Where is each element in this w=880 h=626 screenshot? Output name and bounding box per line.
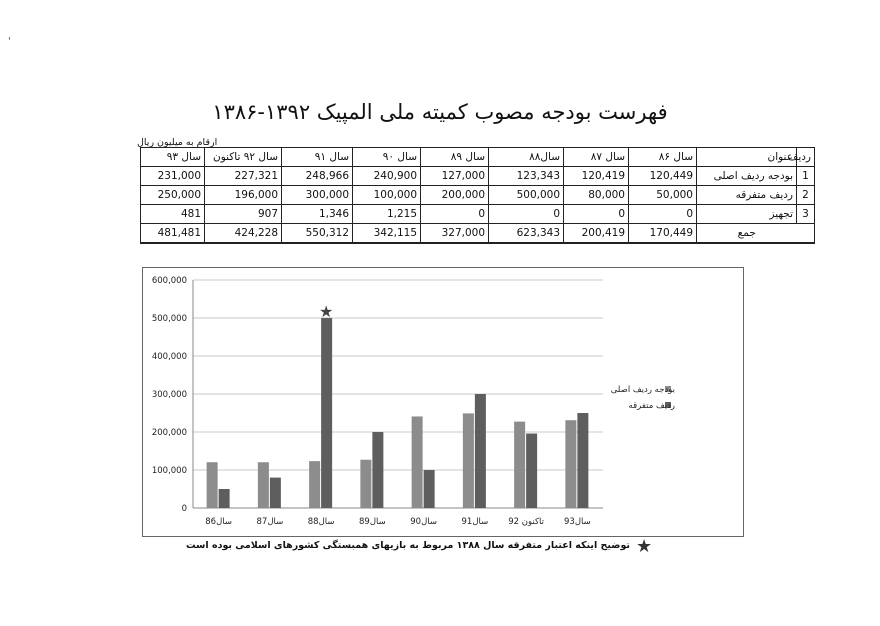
table-cell: 1,346 <box>282 205 353 224</box>
table-cell: 196,000 <box>205 186 282 205</box>
total-cell: 327,000 <box>421 224 489 244</box>
table-cell: 127,000 <box>421 167 489 186</box>
x-tick-label: 89سال <box>359 517 386 527</box>
table-cell: 907 <box>205 205 282 224</box>
table-cell: 80,000 <box>564 186 629 205</box>
bar-main <box>309 461 320 508</box>
table-cell: 100,000 <box>353 186 421 205</box>
bar-main <box>360 460 371 508</box>
row-idx: 3 <box>797 205 815 224</box>
legend-label: ردیف متفرقه <box>628 401 675 411</box>
table-cell: 0 <box>489 205 564 224</box>
total-cell: 481,481 <box>141 224 205 244</box>
header-year-88: سال۸۸ <box>489 148 564 167</box>
bar-misc <box>270 478 281 508</box>
budget-bar-chart <box>143 268 743 536</box>
bar-misc <box>475 394 486 508</box>
legend-label: بودجه ردیف اصلی <box>610 385 675 395</box>
table-header-row <box>141 148 815 167</box>
bar-main <box>258 462 269 508</box>
table-cell: 481 <box>141 205 205 224</box>
table-row <box>141 205 815 224</box>
header-year-89: سال ۸۹ <box>421 148 489 167</box>
x-tick-label: 92 تاکنون <box>508 517 544 527</box>
y-tick-label: 400,000 <box>151 352 187 362</box>
x-tick-label: 93سال <box>564 517 591 527</box>
table-cell: 0 <box>421 205 489 224</box>
row-idx: 1 <box>797 167 815 186</box>
table-cell: 120,419 <box>564 167 629 186</box>
total-blank <box>797 224 815 244</box>
header-idx: ردیف <box>797 148 815 167</box>
footnote-text: توضیح اینکه اعتبار متفرقه سال ۱۳۸۸ مربوط به بازیهای همبستگی کشورهای اسلامی بوده است <box>186 540 630 551</box>
y-tick-label: 300,000 <box>151 390 187 400</box>
table-cell: 200,000 <box>421 186 489 205</box>
table-cell: 0 <box>629 205 697 224</box>
total-cell: 200,419 <box>564 224 629 244</box>
bar-main <box>463 413 474 508</box>
marker-star-icon: ★ <box>318 302 334 321</box>
bar-main <box>412 416 423 508</box>
header-title: عنوان <box>697 148 797 167</box>
footnote-star-icon: ★ <box>636 536 653 557</box>
units-note: ارقام به میلیون ریال <box>137 137 218 148</box>
bar-main <box>565 420 576 508</box>
table-cell: 500,000 <box>489 186 564 205</box>
bar-misc <box>577 413 588 508</box>
total-label: جمع <box>697 224 797 244</box>
x-tick-label: 91سال <box>461 517 489 527</box>
budget-table <box>140 147 815 244</box>
header-year-91: سال ۹۱ <box>282 148 353 167</box>
bar-misc <box>372 432 383 508</box>
table-cell: 123,343 <box>489 167 564 186</box>
bar-main <box>207 462 218 508</box>
header-year-86: سال ۸۶ <box>629 148 697 167</box>
x-tick-label: 90سال <box>410 517 437 527</box>
y-tick-label: 200,000 <box>151 428 187 438</box>
table-row <box>141 186 815 205</box>
total-cell: 623,343 <box>489 224 564 244</box>
row-title: بودجه ردیف اصلی <box>697 167 797 186</box>
y-tick-label: 600,000 <box>151 276 187 286</box>
total-cell: 342,115 <box>353 224 421 244</box>
table-cell: 231,000 <box>141 167 205 186</box>
table-row <box>141 167 815 186</box>
table-cell: 240,900 <box>353 167 421 186</box>
x-tick-label: 87سال <box>256 517 284 527</box>
table-cell: 0 <box>564 205 629 224</box>
bar-misc <box>526 434 537 508</box>
header-year-87: سال ۸۷ <box>564 148 629 167</box>
row-title: تجهیز <box>697 205 797 224</box>
page-title: فهرست بودجه مصوب کمیته ملی المپیک ۱۳۹۲-۱۳۸۶ <box>212 100 668 124</box>
table-cell: 1,215 <box>353 205 421 224</box>
bar-main <box>514 422 525 508</box>
total-cell: 424,228 <box>205 224 282 244</box>
table-cell: 250,000 <box>141 186 205 205</box>
header-year-92: سال ۹۲ تاکنون <box>205 148 282 167</box>
x-tick-label: 88سال <box>307 517 335 527</box>
table-total-row <box>141 224 815 244</box>
table-cell: 300,000 <box>282 186 353 205</box>
corner-mark: ' <box>8 36 11 47</box>
total-cell: 170,449 <box>629 224 697 244</box>
y-tick-label: 0 <box>181 504 187 514</box>
x-tick-label: 86سال <box>205 517 232 527</box>
bar-misc <box>321 318 332 508</box>
header-year-93: سال ۹۳ <box>141 148 205 167</box>
table-cell: 50,000 <box>629 186 697 205</box>
table-cell: 120,449 <box>629 167 697 186</box>
y-tick-label: 100,000 <box>151 466 187 476</box>
row-title: ردیف متفرقه <box>697 186 797 205</box>
row-idx: 2 <box>797 186 815 205</box>
y-tick-label: 500,000 <box>151 314 187 324</box>
bar-misc <box>424 470 435 508</box>
table-cell: 227,321 <box>205 167 282 186</box>
total-cell: 550,312 <box>282 224 353 244</box>
chart-frame <box>142 267 744 537</box>
table-cell: 248,966 <box>282 167 353 186</box>
bar-misc <box>219 489 230 508</box>
header-year-90: سال ۹۰ <box>353 148 421 167</box>
